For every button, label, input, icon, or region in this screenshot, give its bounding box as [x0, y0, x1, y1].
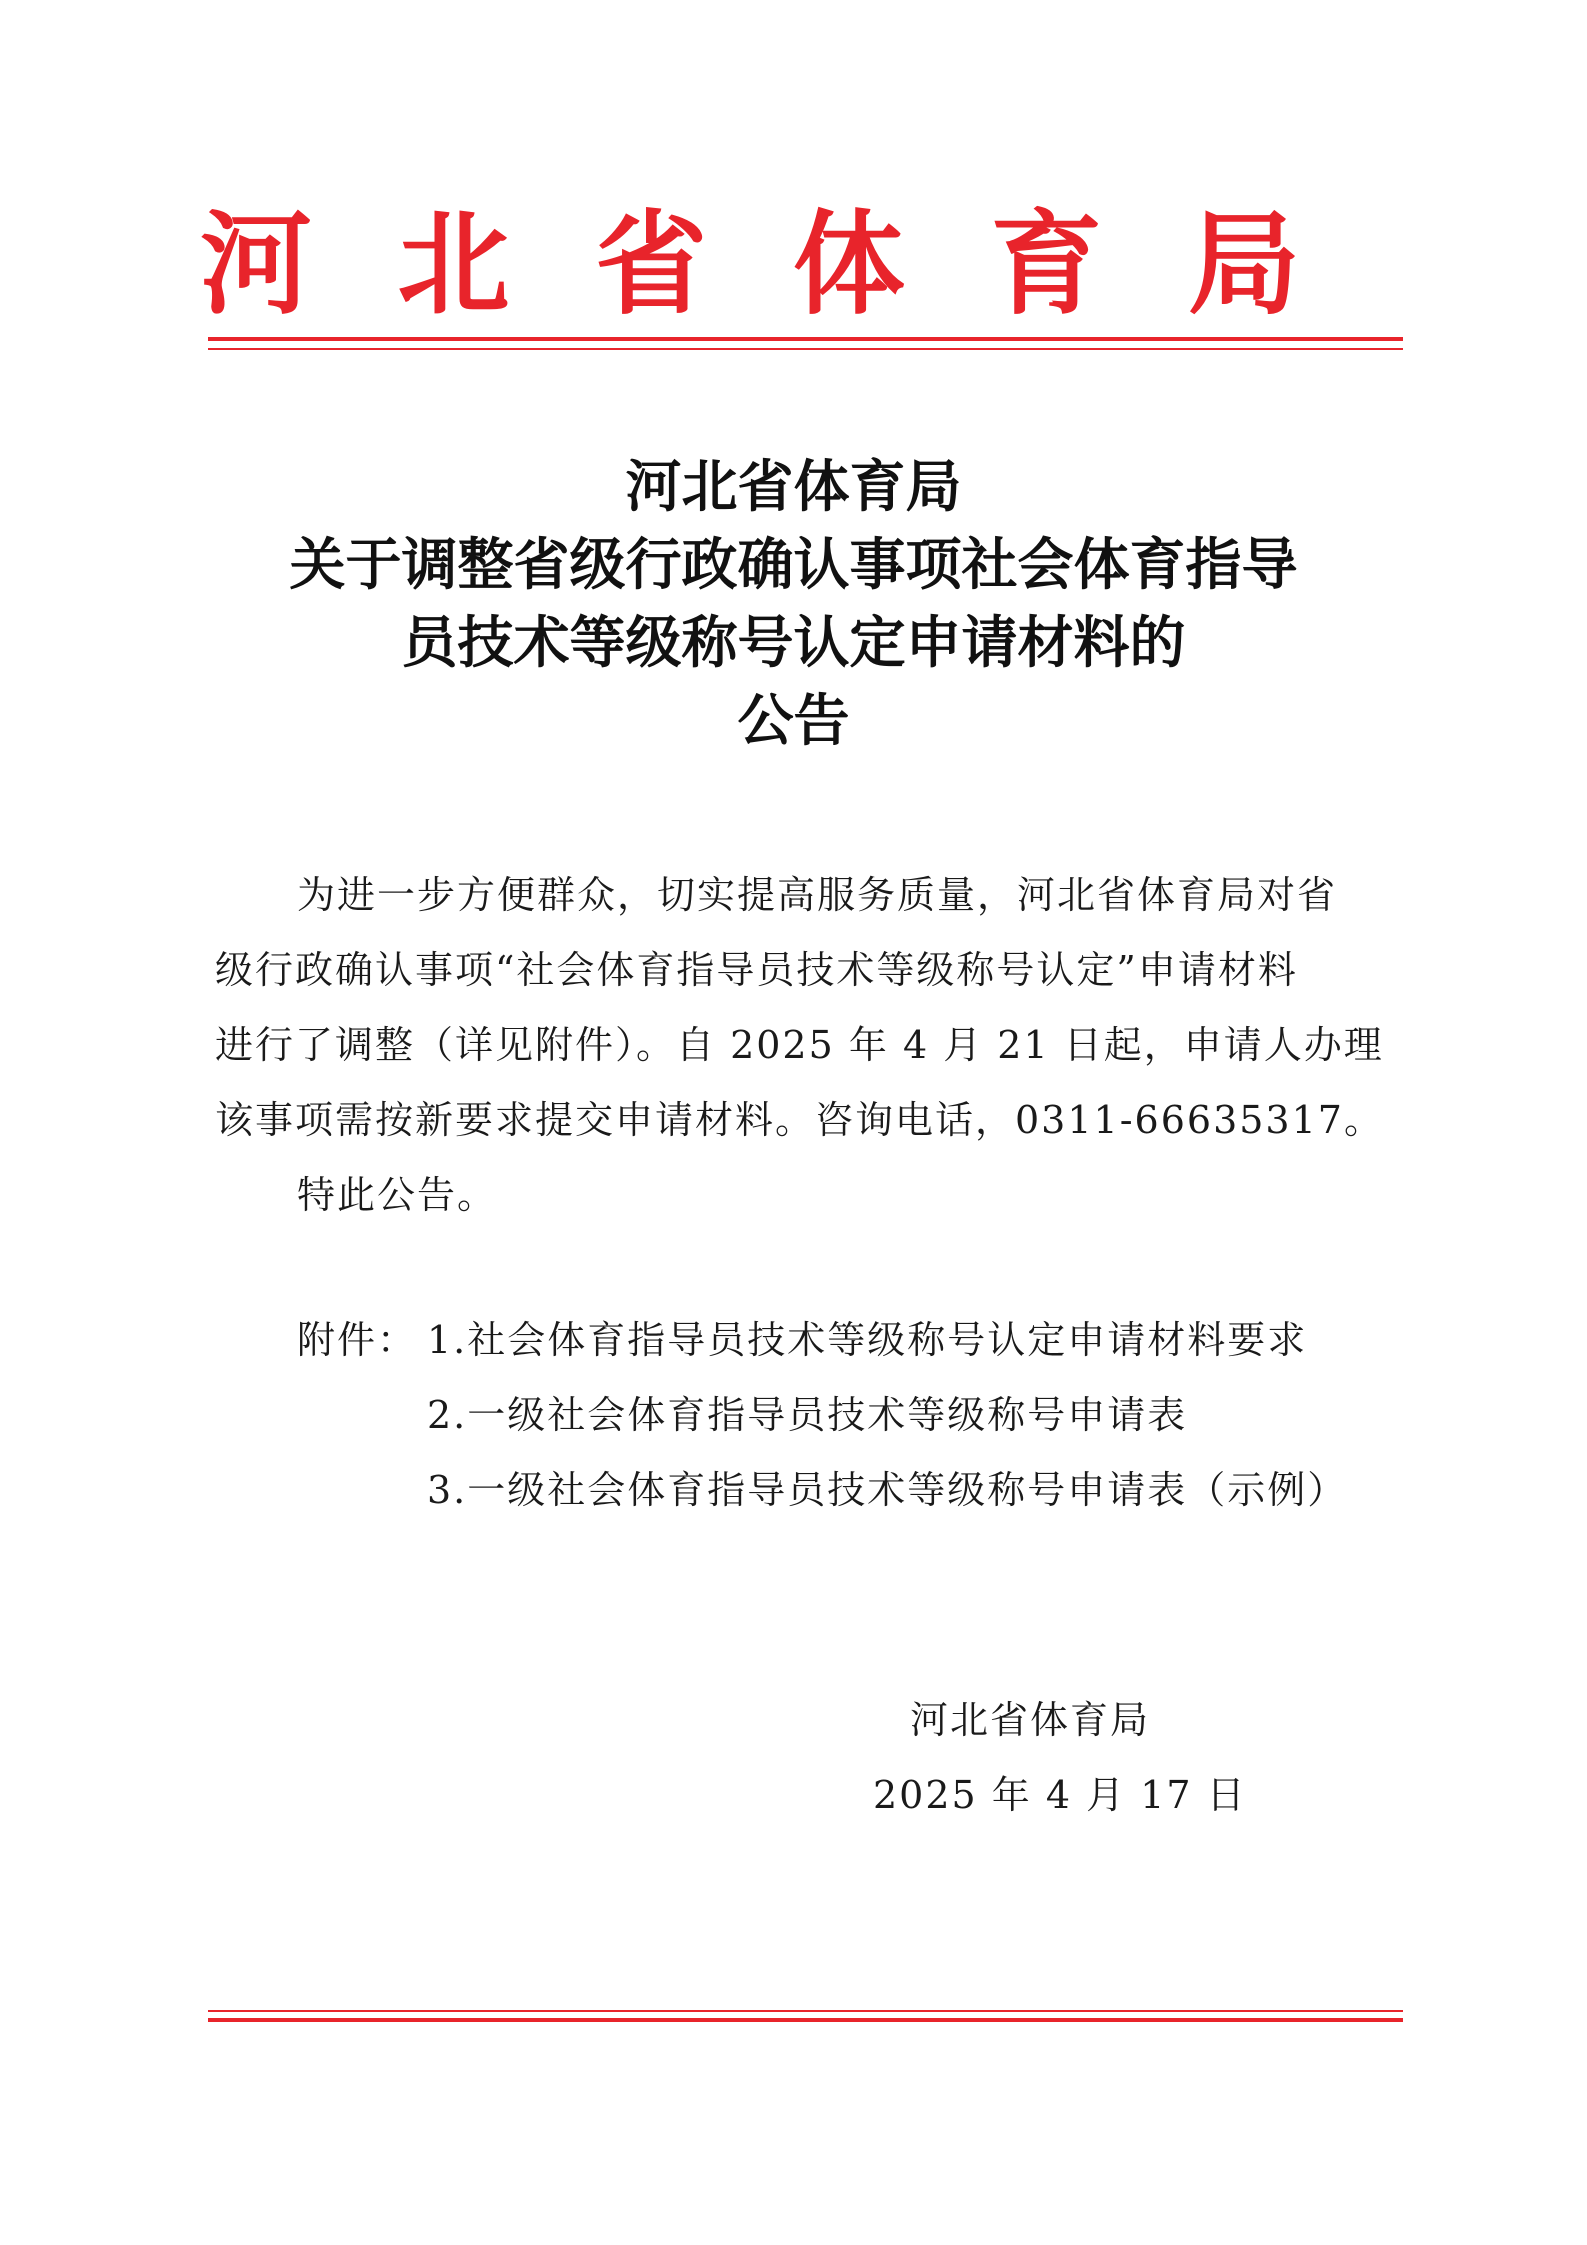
- attachment-title: 2.一级社会体育指导员技术等级称号申请表: [427, 1393, 1188, 1437]
- body-line: 级行政确认事项“社会体育指导员技术等级称号认定”申请材料: [215, 948, 1298, 992]
- attachment-title: 3.一级社会体育指导员技术等级称号申请表（示例）: [427, 1468, 1348, 1512]
- attachment-item: [297, 1453, 1347, 1528]
- document-title: [0, 448, 1587, 760]
- masthead-char: 省: [595, 199, 708, 330]
- footer-divider-thick: [208, 2018, 1403, 2022]
- attachment-item: [297, 1378, 1347, 1453]
- masthead-char: 北: [397, 199, 510, 330]
- title-line: 河北省体育局: [625, 454, 962, 520]
- footer-divider-thin: [208, 2010, 1403, 2012]
- masthead-char: 河: [200, 199, 312, 330]
- body-line: 为进一步方便群众，切实提高服务质量，河北省体育局对省: [297, 873, 1338, 917]
- header-divider-thin: [208, 348, 1403, 350]
- masthead-char: 体: [792, 199, 905, 330]
- masthead-org-name: [200, 199, 1300, 330]
- signature-date: 2025 年 4 月 17 日: [873, 1773, 1247, 1817]
- masthead-char: 局: [1187, 199, 1300, 330]
- signature-organization: 河北省体育局: [910, 1698, 1151, 1742]
- document-body: [215, 858, 1400, 1233]
- attachment-title: 1.社会体育指导员技术等级称号认定申请材料要求: [427, 1318, 1308, 1362]
- body-line: 进行了调整（详见附件）。自 2025 年 4 月 21 日起，申请人办理: [215, 1023, 1384, 1067]
- title-line: 关于调整省级行政确认事项社会体育指导: [289, 532, 1298, 598]
- attachment-item: [297, 1303, 1347, 1378]
- title-line: 公告: [737, 688, 850, 754]
- header-divider-thick: [208, 337, 1403, 341]
- attachments-list: [297, 1303, 1347, 1528]
- title-line: 员技术等级称号认定申请材料的: [401, 610, 1186, 676]
- body-line: 该事项需按新要求提交申请材料。咨询电话，0311-66635317。: [215, 1098, 1384, 1142]
- closing-line: 特此公告。: [297, 1173, 498, 1217]
- masthead-char: 育: [990, 199, 1103, 330]
- attachments-label: 附件：: [297, 1318, 418, 1362]
